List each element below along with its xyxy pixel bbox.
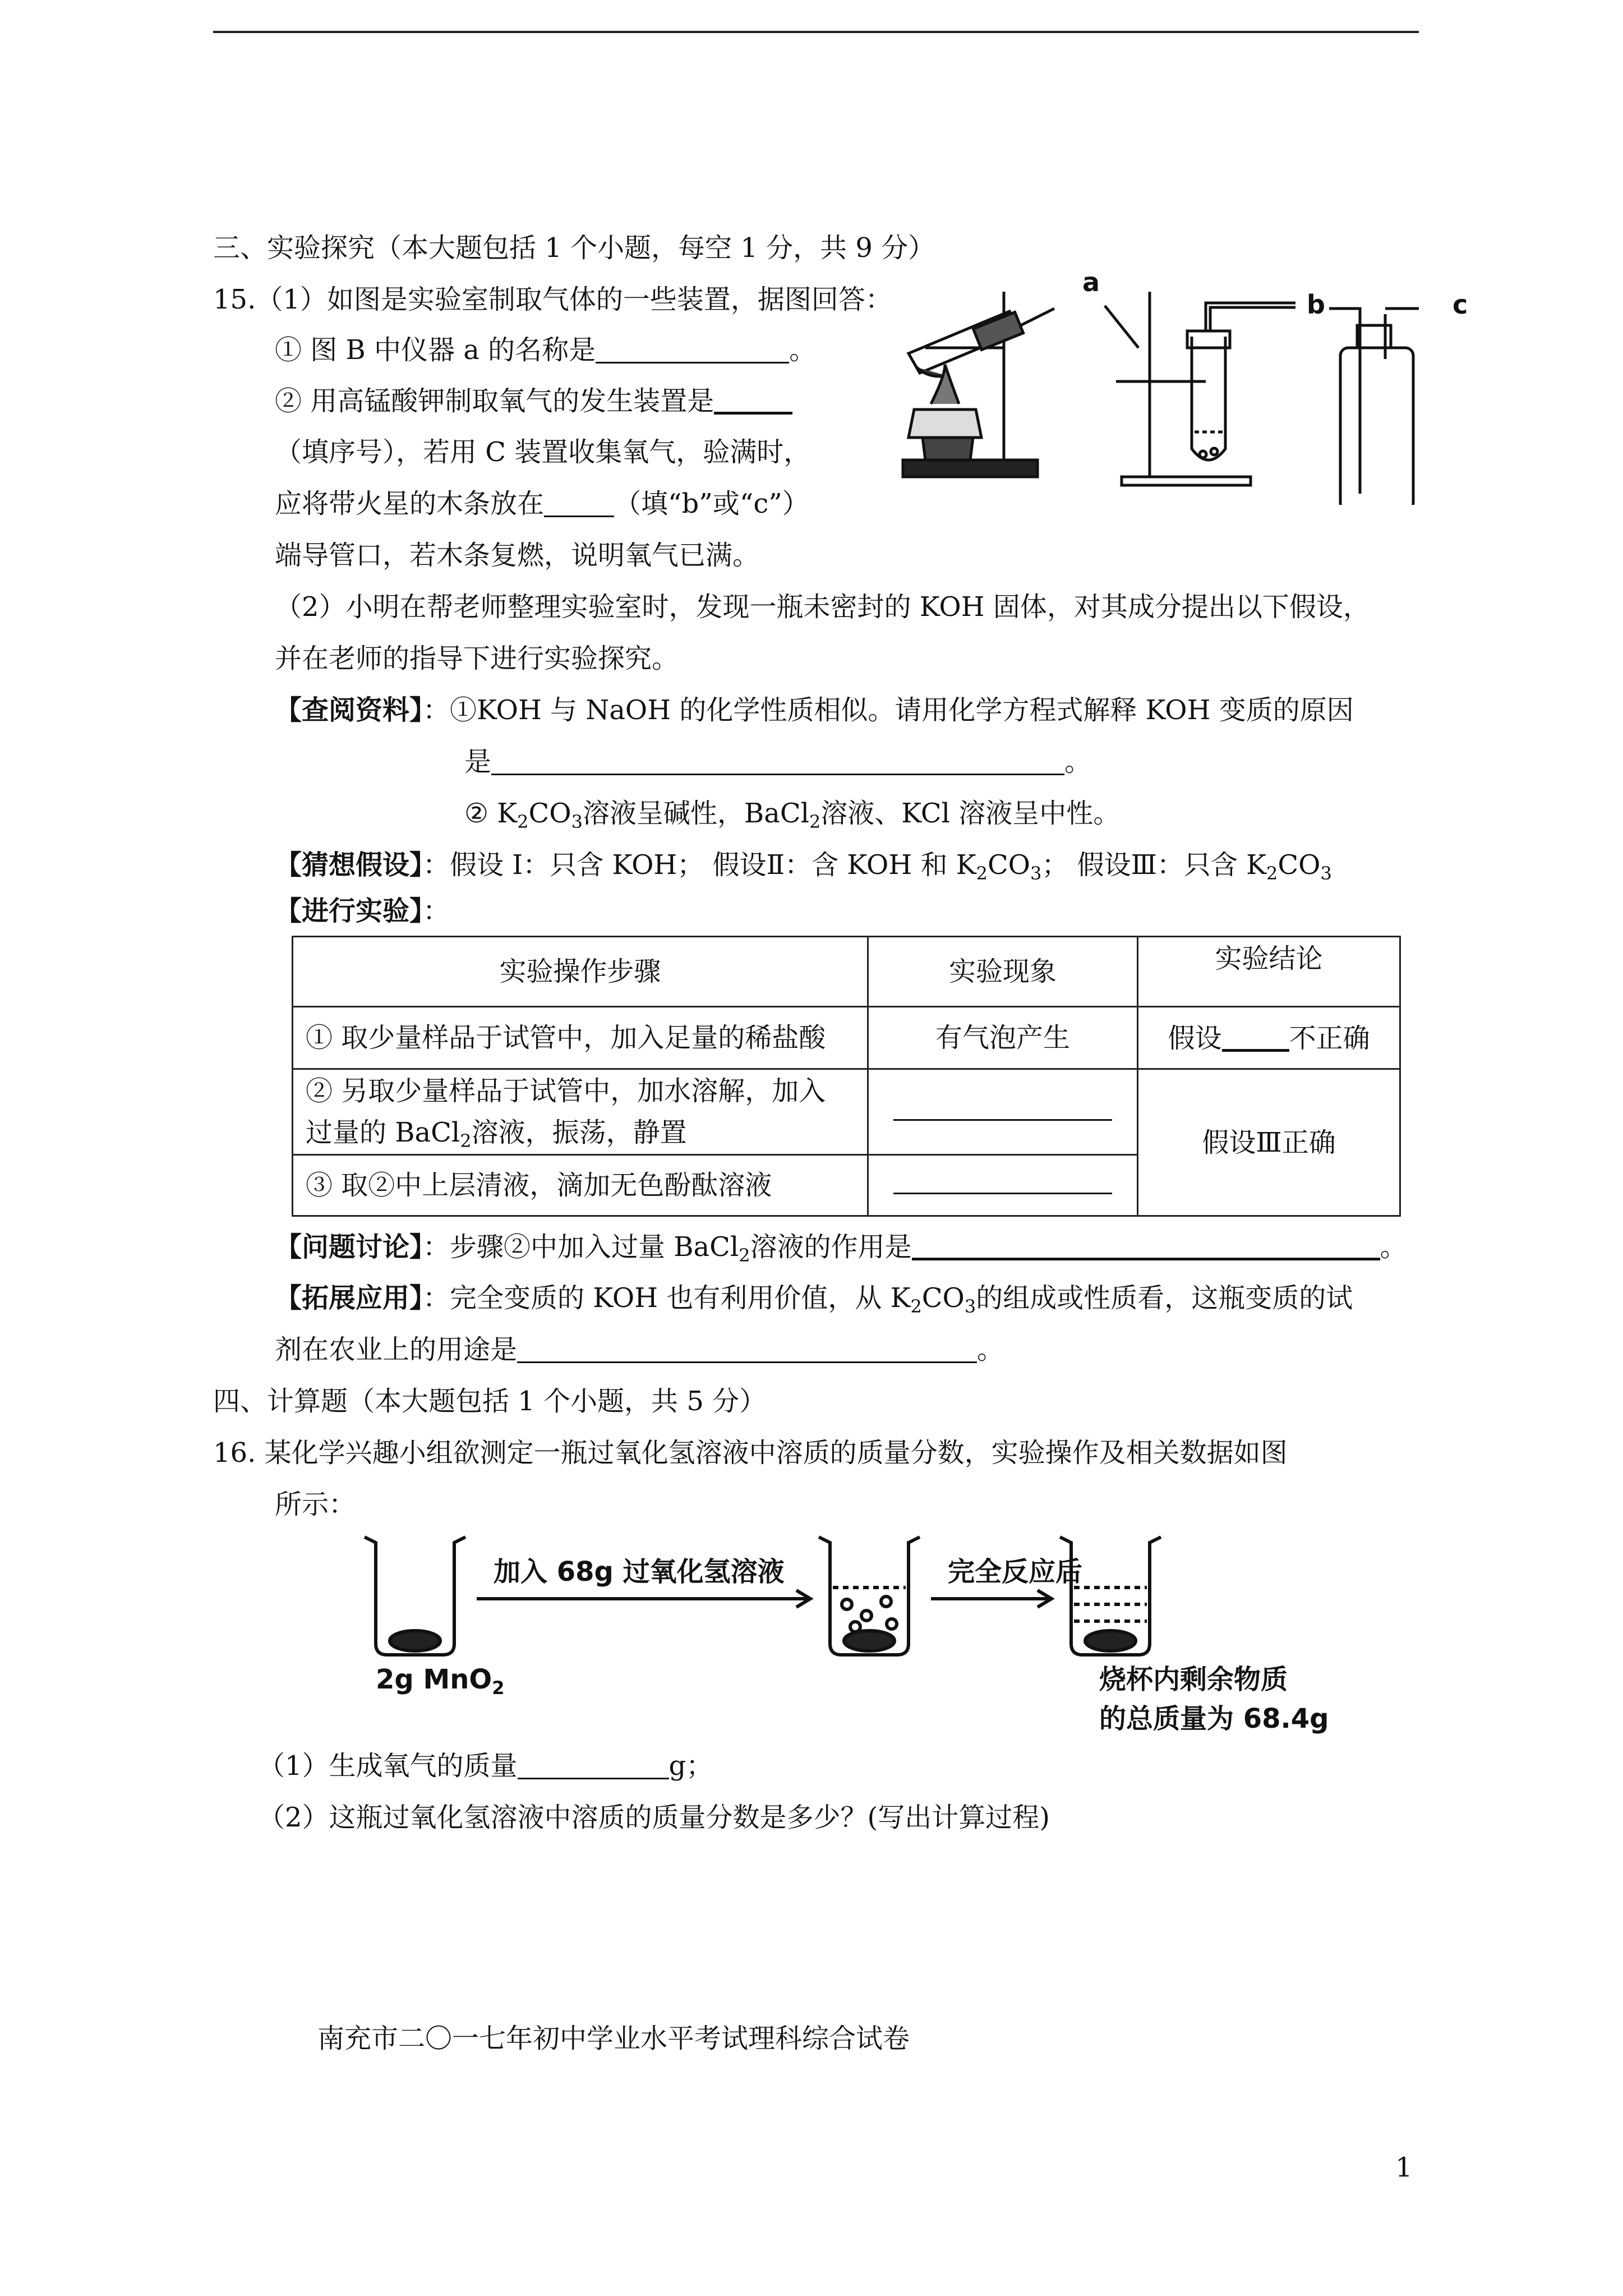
table-row-1-conclusion: 假设 不正确 (1138, 1007, 1400, 1069)
exam-title: 南充市二〇一七年初中学业水平考试理科综合试卷 (317, 2023, 910, 2054)
beaker-1-label: 2g MnO$_2$ (376, 1664, 505, 1699)
question-15-2-a: （2）小明在帮老师整理实验室时，发现一瓶未密封的 KOH 固体，对其成分提出以下假设， (275, 591, 1370, 623)
extension-b: 剂在农业上的用途是 。 (275, 1334, 1004, 1365)
experiment-table (292, 936, 1401, 1217)
question-15-1-d: 应将带火星的木条放在 （填“b”或“c”） (275, 488, 809, 519)
table-header-phenomenon: 实验现象 (868, 937, 1137, 1007)
gas-bottle-c (1340, 348, 1413, 505)
answer-blank-equation[interactable] (491, 749, 1064, 775)
discussion: 【问题讨论】：步骤②中加入过量 BaCl$_2$溶液的作用是 。 (275, 1231, 1407, 1266)
answer-blank-phenomenon-3[interactable] (893, 1193, 1112, 1194)
question-16-a: 16. 某化学兴趣小组欲测定一瓶过氧化氢溶液中溶质的质量分数，实验操作及相关数据如图 (213, 1437, 1288, 1469)
table-row (293, 1007, 1400, 1069)
table-header-steps: 实验操作步骤 (293, 937, 868, 1007)
table-header-row (293, 937, 1400, 1007)
experiment-label: 【进行实验】： (275, 895, 450, 927)
question-15-1-b: ② 用高锰酸钾制取氧气的发生装置是 (275, 387, 792, 415)
result-label-1: 烧杯内剩余物质 (1099, 1664, 1288, 1695)
label-b: b (1307, 289, 1325, 320)
flame-icon (931, 365, 959, 404)
answer-blank-hypothesis[interactable] (1222, 1024, 1289, 1052)
answer-blank-agriculture-use[interactable] (517, 1337, 977, 1363)
table-row (293, 1069, 1400, 1155)
question-15-1-a: ① 图 B 中仪器 a 的名称是 。 (275, 334, 817, 366)
table-row-1-step: ① 取少量样品于试管中，加入足量的稀盐酸 (293, 1007, 868, 1069)
hypotheses: 【猜想假设】：假设 I：只含 KOH； 假设Ⅱ：含 KOH 和 $K_2CO_3$； 假设Ⅲ：只含 $K_2CO_3$ (275, 849, 1332, 884)
alcohol-lamp-icon (909, 409, 981, 438)
answer-blank-bacl2-purpose[interactable] (912, 1233, 1380, 1260)
answer-blank-b-or-c[interactable] (544, 491, 614, 517)
answer-blank-oxygen-mass[interactable] (518, 1753, 669, 1779)
reference-materials-1: 【查阅资料】：①KOH 与 NaOH 的化学性质相似。请用化学方程式解释 KOH 变质的原因 (275, 694, 1354, 726)
table-row-3-phenomenon (868, 1155, 1137, 1216)
section-4-heading: 四、计算题（本大题包括 1 个小题，共 5 分） (213, 1386, 767, 1417)
header-rule (213, 31, 1419, 33)
pointer-a (1105, 306, 1138, 348)
label-c: c (1453, 289, 1468, 320)
table-row-2-phenomenon (868, 1069, 1137, 1155)
test-tube-b (1192, 337, 1225, 460)
question-16-1: （1）生成氧气的质量 g； (258, 1750, 713, 1782)
table-header-conclusion: 实验结论 (1138, 937, 1400, 1007)
table-row-2-step: ② 另取少量样品于试管中，加水溶解，加入 过量的 BaCl$_2$溶液，振荡，静置 (293, 1069, 868, 1155)
answer-blank-generator[interactable] (714, 387, 792, 415)
flow-step-2: 完全反应后 (948, 1556, 1083, 1588)
reference-materials-1-cont: 是 。 (464, 746, 1092, 777)
question-15-1-c: （填序号），若用 C 装置收集氧气，验满时， (275, 436, 811, 468)
question-15-2-b: 并在老师的指导下进行实验探究。 (275, 643, 679, 674)
table-row-3-step: ③ 取②中上层清液，滴加无色酚酞溶液 (293, 1155, 868, 1216)
apparatus-figure (892, 269, 1486, 505)
question-16-b: 所示： (275, 1489, 356, 1520)
stand-base-b (1122, 477, 1251, 485)
question-16-2: （2）这瓶过氧化氢溶液中溶质的质量分数是多少？(写出计算过程) (258, 1802, 1050, 1833)
table-row-1-phenomenon: 有气泡产生 (868, 1007, 1137, 1069)
extension-a: 【拓展应用】：完全变质的 KOH 也有利用价值，从 $K_2CO_3$的组成或性质看，这瓶变质的试 (275, 1282, 1353, 1317)
question-15-1-e: 端导管口，若木条复燃，说明氧气已满。 (275, 540, 760, 571)
answer-blank-phenomenon-2[interactable] (893, 1119, 1112, 1121)
reference-materials-2: ② $K_2CO_3$溶液呈碱性，BaCl$_2$溶液、KCl 溶液呈中性。 (464, 798, 1121, 832)
section-3-heading: 三、实验探究（本大题包括 1 个小题，每空 1 分，共 9 分） (213, 232, 935, 264)
question-15-intro: 15.（1）如图是实验室制取气体的一些装置，据图回答： (213, 284, 892, 315)
page-number: 1 (1395, 2152, 1413, 2183)
result-label-2: 的总质量为 68.4g (1099, 1703, 1329, 1734)
apparatus-drawing (892, 269, 1486, 505)
reaction-flow-diagram (359, 1526, 1329, 1734)
flow-step-1: 加入 68g 过氧化氢溶液 (494, 1556, 785, 1588)
stand-base-a (903, 460, 1038, 477)
answer-blank-instrument-a[interactable] (596, 337, 789, 364)
table-row-23-conclusion: 假设Ⅲ正确 (1138, 1069, 1400, 1216)
label-a: a (1082, 267, 1100, 297)
